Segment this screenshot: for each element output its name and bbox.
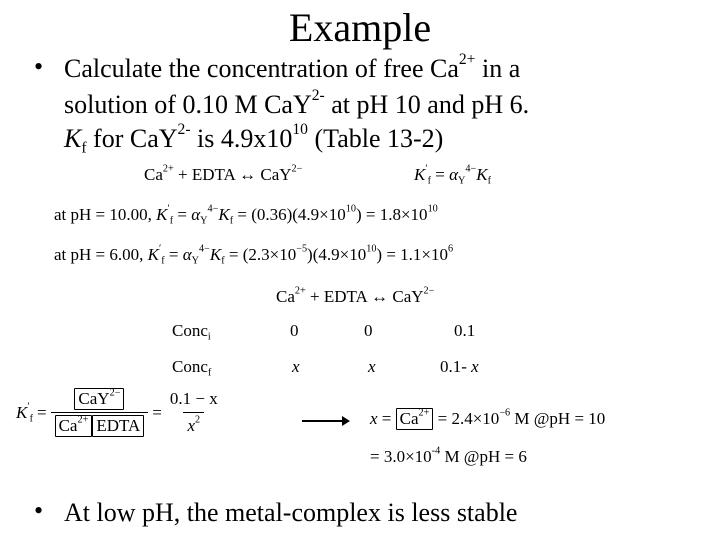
kf-label	[16, 402, 33, 424]
subscript: Y	[458, 175, 466, 187]
text: Conc	[172, 321, 208, 340]
denominator	[51, 412, 149, 437]
exponent: −5	[296, 243, 308, 255]
charge: 2−	[109, 387, 121, 399]
reaction-equation	[144, 164, 302, 186]
text: at pH 10 and pH 6.	[324, 90, 530, 119]
text: = 2.4×10	[433, 409, 500, 428]
equilibrium-arrow: ↔	[371, 287, 389, 306]
charge: 2−	[291, 163, 303, 175]
species: Ca	[144, 165, 163, 184]
subscript: f	[161, 255, 165, 267]
text: Calculate the concentration of free Ca	[64, 54, 459, 83]
species: CaY	[388, 287, 424, 306]
k-symbol: K	[209, 245, 222, 264]
conc-final-edta: x	[368, 357, 376, 376]
subscript: Y	[191, 255, 200, 267]
conc-initial-cay: 0.1	[454, 321, 476, 340]
conc-initial-label	[172, 320, 211, 342]
text: Conc	[172, 357, 208, 376]
conc-initial-ca: 0	[290, 321, 299, 340]
species: Ca	[399, 409, 419, 428]
equilibrium-arrow: ↔	[239, 165, 257, 184]
conc-initial-edta: 0	[364, 321, 373, 340]
k-symbol: K	[156, 205, 168, 224]
bullet-1-line-3	[64, 122, 443, 156]
conditional-kf-definition	[414, 164, 491, 186]
k-symbol: K	[147, 245, 159, 264]
concentration-fraction	[51, 388, 149, 437]
charge: 2-	[177, 120, 191, 138]
charge: 2+	[418, 407, 430, 419]
exponent: 6	[448, 243, 454, 255]
slide-title: Example	[288, 5, 432, 50]
charge: 4−	[199, 243, 210, 255]
text: in a	[475, 54, 521, 83]
variable: x	[187, 416, 196, 435]
bracket	[396, 408, 434, 430]
subscript: f	[427, 175, 431, 187]
text: =	[164, 245, 183, 264]
text: =	[430, 165, 450, 184]
numerator	[70, 388, 128, 412]
label: at pH = 10.00,	[54, 205, 157, 224]
charge: 2+	[77, 414, 89, 426]
exponent: 10	[345, 203, 356, 215]
text: 0.1-	[440, 357, 472, 376]
bullet-1-line-2	[64, 88, 529, 122]
exponent: 10	[366, 243, 377, 255]
ph6-calculation	[54, 244, 453, 266]
numerator: 0.1 − x	[169, 389, 218, 408]
exponent: -4	[431, 445, 441, 457]
text: is 4.9x10	[190, 124, 293, 153]
charge: 2+	[458, 50, 476, 68]
text: M @pH = 10	[510, 409, 606, 428]
prime: ′	[27, 400, 30, 412]
label: at pH = 6.00,	[54, 245, 148, 264]
conc-final-cay	[440, 356, 479, 378]
subscript: f	[29, 413, 33, 425]
charge: 4−	[465, 163, 477, 175]
kf-expression	[16, 388, 222, 437]
alpha-symbol: α	[449, 165, 459, 184]
text: ) = 1.8×10	[355, 205, 428, 224]
alpha-symbol: α	[191, 205, 201, 224]
charge: 2+	[162, 163, 174, 175]
subscript: Y	[200, 215, 208, 227]
text: =	[152, 402, 162, 422]
text: =	[377, 409, 396, 428]
bracket	[74, 388, 124, 410]
prime: ′	[167, 203, 170, 215]
alpha-symbol: α	[182, 245, 192, 264]
subscript: f	[207, 367, 212, 379]
text: + EDTA	[173, 165, 240, 184]
species: CaY	[78, 389, 110, 408]
bullet-marker: •	[34, 52, 44, 81]
variable: x	[471, 357, 479, 376]
k-symbol: K	[218, 205, 230, 224]
charge: 4−	[207, 203, 219, 215]
k-symbol: K	[16, 402, 28, 422]
result-line-1	[370, 408, 605, 430]
subscript: f	[169, 215, 174, 227]
x-fraction	[166, 388, 222, 437]
k-symbol: K	[476, 165, 488, 184]
denominator	[183, 412, 204, 437]
text: = (2.3×10	[224, 245, 297, 264]
text: = 3.0×10	[370, 447, 432, 466]
bullet-1-line-1	[64, 52, 520, 86]
species: Ca	[58, 416, 78, 435]
species: CaY	[256, 165, 292, 184]
bracket	[55, 415, 93, 437]
text: =	[36, 402, 47, 422]
subscript: i	[207, 331, 211, 343]
text: = (0.36)(4.9×10	[233, 205, 346, 224]
text: M @pH = 6	[440, 447, 527, 466]
subscript: f	[487, 175, 491, 187]
bracket	[92, 415, 144, 437]
species: EDTA	[96, 416, 141, 435]
charge: 2−	[423, 285, 435, 297]
subscript: f	[229, 215, 234, 227]
variable: x	[370, 409, 378, 428]
charge: 2-	[311, 86, 325, 104]
text: + EDTA	[305, 287, 372, 306]
prime: ′	[158, 243, 162, 255]
k-symbol: K	[64, 124, 82, 153]
charge: 2+	[294, 285, 306, 297]
k-symbol: K	[414, 165, 426, 184]
bullet-marker: •	[34, 496, 44, 525]
subscript: f	[221, 255, 225, 267]
reaction-equation-2	[276, 286, 434, 308]
result-line-2	[370, 446, 527, 468]
conc-final-label	[172, 356, 211, 378]
prime: ′	[425, 163, 428, 175]
conc-final-ca: x	[292, 357, 300, 376]
subscript: f	[81, 139, 87, 157]
text: solution of 0.10 M CaY	[64, 90, 312, 119]
arrow-head	[342, 416, 350, 426]
species: Ca	[276, 287, 295, 306]
text: ) = 1.1×10	[376, 245, 448, 264]
text: =	[173, 205, 192, 224]
text: for CaY	[86, 124, 178, 153]
ph10-calculation	[54, 204, 438, 226]
exponent: 2	[195, 414, 201, 426]
text: )(4.9×10	[307, 245, 367, 264]
exponent: 10	[427, 203, 438, 215]
text: (Table 13-2)	[307, 124, 444, 153]
bullet-2-text: At low pH, the metal-complex is less stable	[64, 498, 518, 527]
exponent: −6	[499, 407, 511, 419]
exponent: 10	[292, 120, 308, 138]
